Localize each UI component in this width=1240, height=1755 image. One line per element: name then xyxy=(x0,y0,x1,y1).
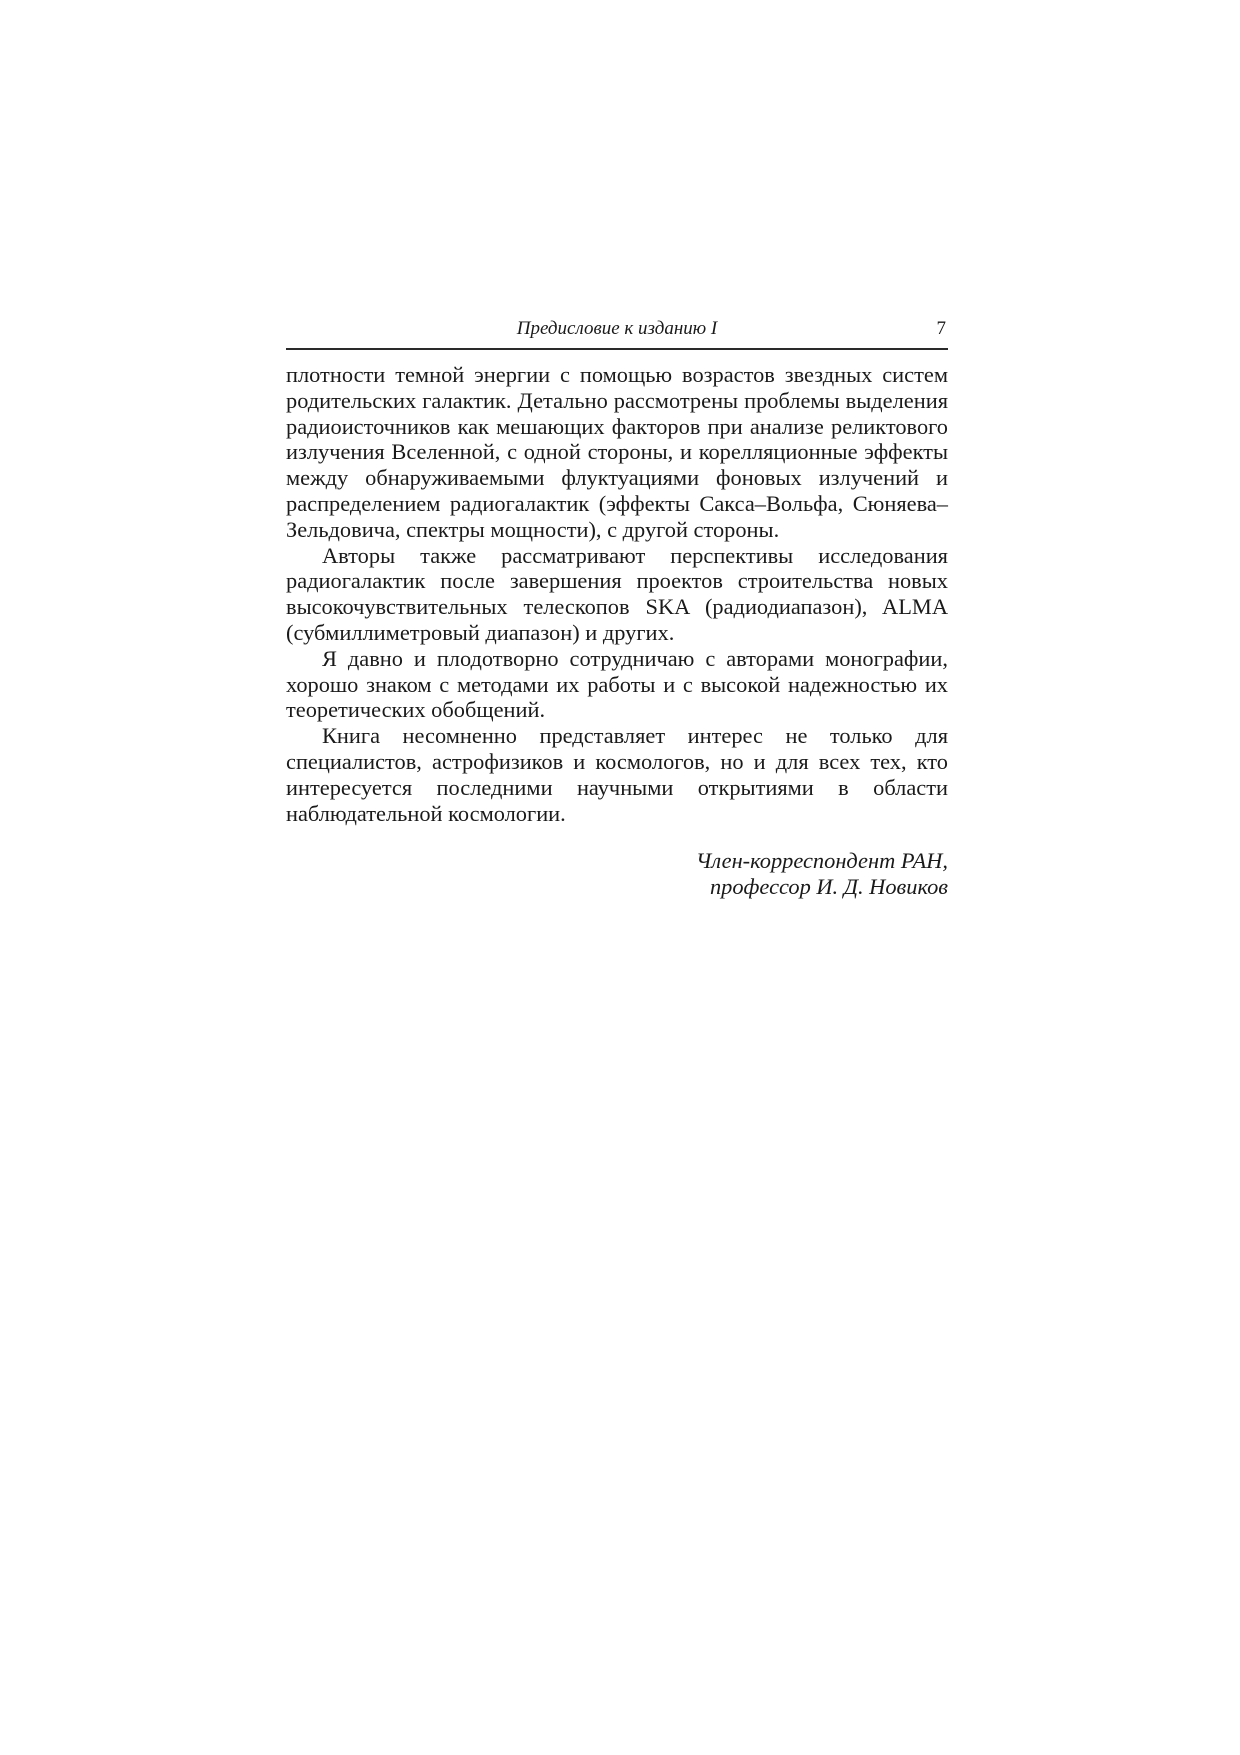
page-number: 7 xyxy=(936,318,946,339)
running-title: Предисловие к изданию I xyxy=(516,318,718,339)
body-text xyxy=(286,362,948,826)
paragraph-3: Я давно и плодотворно сотрудничаю с авторами монографии, хорошо знаком с методами их работы и с высокой надежностью их теоретических обобщений. xyxy=(286,645,948,723)
paragraph-2: Авторы также рассматривают перспективы исследования радиогалактик после завершения проектов строительства новых высокочувствительных телескопов SKA (радиодиапазон), ALMA (субмиллиметровый диапазон) и других. xyxy=(286,542,948,645)
signature-title: Член-корреспондент РАН, xyxy=(695,848,948,874)
paragraph-1: плотности темной энергии с помощью возрастов звездных систем родительских галактик. Детально рассмотрены проблемы выделения радиоисточников как мешающих факторов при анализе реликтового излучения Вселенной, с одной стороны, и корелляционные эффекты между обнаруживаемыми флуктуациями фоновых излучений и распределением радиогалактик (эффекты Сакса–Вольфа, Сюняева–Зельдовича, спектры мощности), с другой стороны. xyxy=(286,362,948,542)
running-header xyxy=(286,318,948,350)
paragraph-4: Книга несомненно представляет интерес не только для специалистов, астрофизиков и космологов, но и для всех тех, кто интересуется последними научными открытиями в области наблюдательной космологии. xyxy=(286,723,948,826)
signature-block xyxy=(286,848,948,900)
page-content xyxy=(286,318,948,900)
signature-name: профессор И. Д. Новиков xyxy=(709,874,948,900)
